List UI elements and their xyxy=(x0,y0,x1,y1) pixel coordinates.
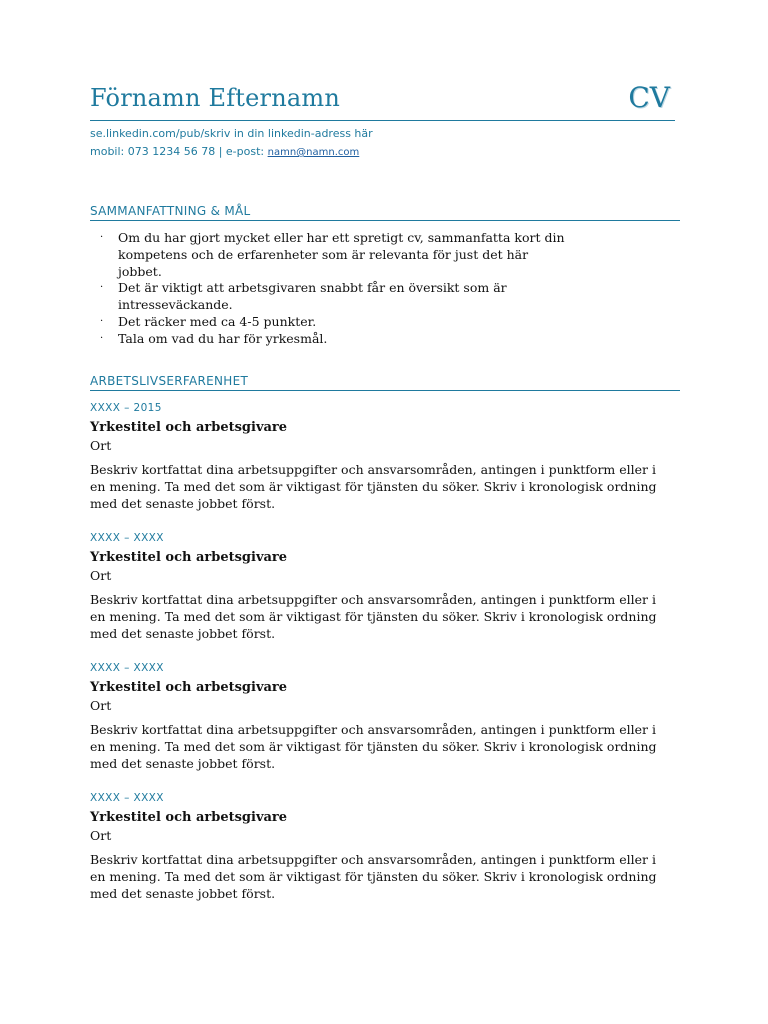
summary-item-text: Tala om vad du har för yrkesmål. xyxy=(118,330,328,346)
contact-info xyxy=(90,125,373,162)
job-date: XXXX – XXXX xyxy=(90,792,164,804)
job-location: Ort xyxy=(90,438,112,453)
job-entry xyxy=(90,660,680,772)
cv-label: CV xyxy=(628,81,670,114)
list-item xyxy=(100,331,570,348)
summary-list xyxy=(100,230,570,348)
bullet-icon: · xyxy=(100,282,104,294)
list-item xyxy=(100,280,570,314)
job-location: Ort xyxy=(90,568,112,583)
job-date: XXXX – XXXX xyxy=(90,662,164,674)
list-item xyxy=(100,314,570,331)
summary-item-text: Om du har gjort mycket eller har ett spretigt cv, sammanfatta kort din kompetens och de erfarenheter som är relevanta för just det här jobbet. xyxy=(118,230,565,279)
job-entry xyxy=(90,790,680,902)
job-description: Beskriv kortfattat dina arbetsuppgifter och ansvarsområden, antingen i punktform eller i en mening. Ta med det som är viktigast för tjänsten du söker. Skriv i kronologisk ordning med det senaste jobbet först. xyxy=(90,852,657,901)
job-location: Ort xyxy=(90,828,112,843)
phone-text: mobil: 073 1234 56 78 | e-post: xyxy=(90,145,268,158)
bullet-icon: · xyxy=(100,232,104,243)
job-title: Yrkestitel och arbetsgivare xyxy=(90,420,288,435)
list-item xyxy=(100,230,570,280)
job-description: Beskriv kortfattat dina arbetsuppgifter och ansvarsområden, antingen i punktform eller i en mening. Ta med det som är viktigast för tjänsten du söker. Skriv i kronologisk ordning med det senaste jobbet först. xyxy=(90,462,657,511)
job-date: XXXX – XXXX xyxy=(90,532,164,544)
phone-email-line xyxy=(90,143,373,162)
full-name: Förnamn Efternamn xyxy=(90,84,340,112)
job-title: Yrkestitel och arbetsgivare xyxy=(90,680,288,695)
job-title: Yrkestitel och arbetsgivare xyxy=(90,810,288,825)
job-title: Yrkestitel och arbetsgivare xyxy=(90,550,288,565)
job-entry xyxy=(90,400,680,512)
cv-header xyxy=(90,82,680,114)
bullet-icon: · xyxy=(100,332,104,344)
job-description: Beskriv kortfattat dina arbetsuppgifter och ansvarsområden, antingen i punktform eller i en mening. Ta med det som är viktigast för tjänsten du söker. Skriv i kronologisk ordning med det senaste jobbet först. xyxy=(90,592,657,641)
job-location: Ort xyxy=(90,698,112,713)
job-description: Beskriv kortfattat dina arbetsuppgifter och ansvarsområden, antingen i punktform eller i en mening. Ta med det som är viktigast för tjänsten du söker. Skriv i kronologisk ordning med det senaste jobbet först. xyxy=(90,722,657,771)
header-divider xyxy=(90,120,675,121)
experience-heading: ARBETSLIVSERFARENHET xyxy=(90,373,680,391)
job-entry xyxy=(90,530,680,642)
linkedin-line[interactable]: se.linkedin.com/pub/skriv in din linkedin-adress här xyxy=(90,127,373,140)
job-date: XXXX – 2015 xyxy=(90,402,162,414)
bullet-icon: · xyxy=(100,315,104,327)
summary-item-text: Det är viktigt att arbetsgivaren snabbt får en översikt som är intresseväckande. xyxy=(118,280,507,313)
summary-heading: SAMMANFATTNING & MÅL xyxy=(90,203,680,221)
email-link[interactable]: namn@namn.com xyxy=(267,147,360,158)
summary-item-text: Det räcker med ca 4-5 punkter. xyxy=(118,313,317,329)
